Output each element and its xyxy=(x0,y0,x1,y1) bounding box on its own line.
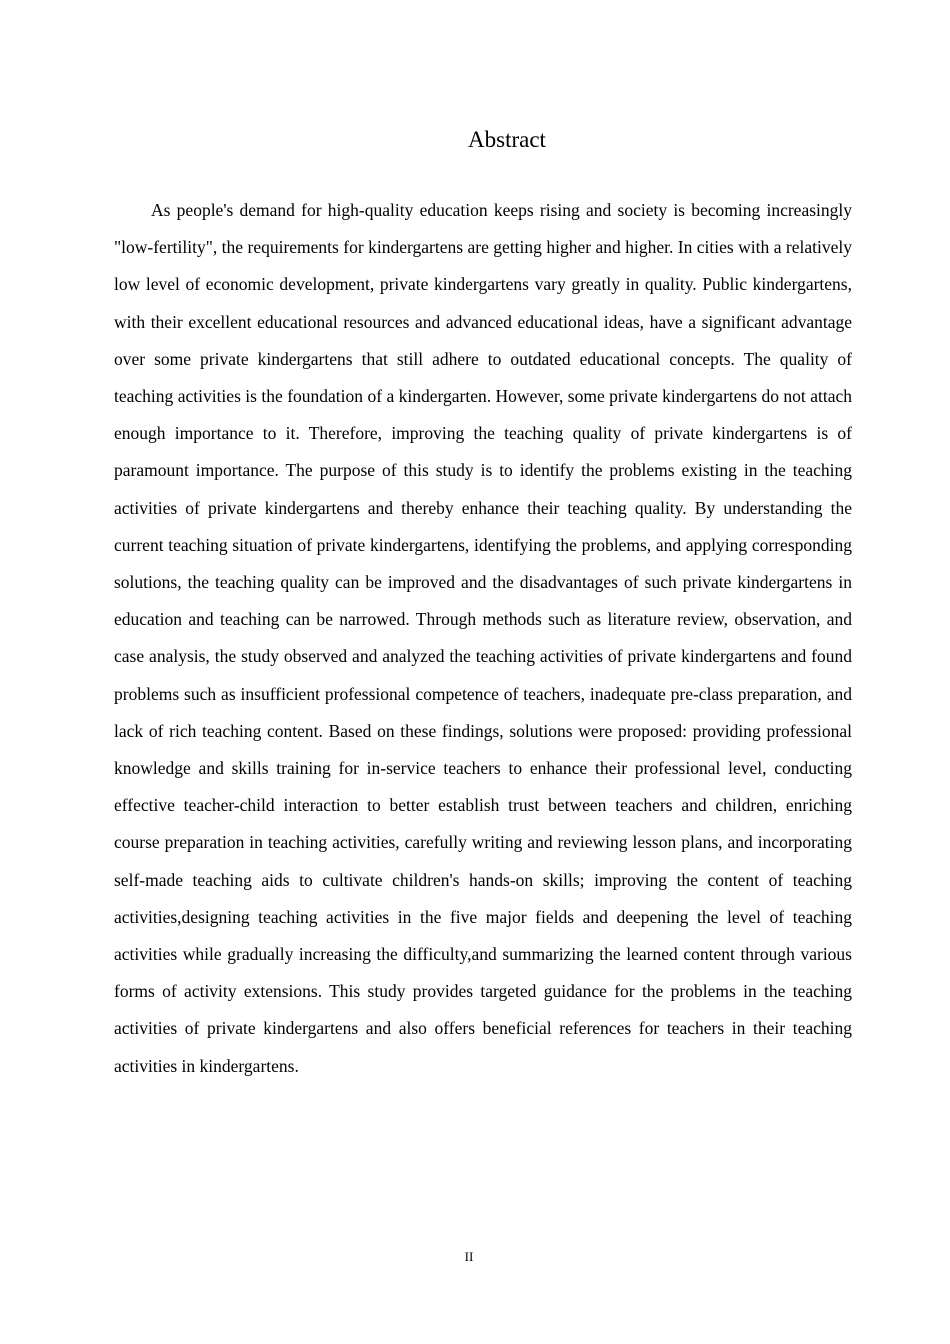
page-number: II xyxy=(464,1249,474,1264)
abstract-paragraph: As people's demand for high-quality education keeps rising and society is becoming increasingly "low-fertility", the requirements for kindergartens are getting higher and higher. In cities with a relatively low level of economic development, private kindergartens vary greatly in quality. Public kindergartens, with their excellent educational resources and advanced educational ideas, have a significant advantage over some private kindergartens that still adhere to outdated educational concepts. The quality of teaching activities is the foundation of a kindergarten. However, some private kindergartens do not attach enough importance to it. Therefore, improving the teaching quality of private kindergartens is of paramount importance. The purpose of this study is to identify the problems existing in the teaching activities of private kindergartens and thereby enhance their teaching quality. By understanding the current teaching situation of private kindergartens, identifying the problems, and applying corresponding solutions, the teaching quality can be improved and the disadvantages of such private kindergartens in education and teaching can be narrowed. Through methods such as literature review, observation, and case analysis, the study observed and analyzed the teaching activities of private kindergartens and found problems such as insufficient professional competence of teachers, inadequate pre-class preparation, and lack of rich teaching content. Based on these findings, solutions were proposed: providing professional knowledge and skills training for in-service teachers to enhance their professional level, conducting effective teacher-child interaction to better establish trust between teachers and children, enriching course preparation in teaching activities, carefully writing and reviewing lesson plans, and incorporating self-made teaching aids to cultivate children's hands-on skills; improving the content of teaching activities,designing teaching activities in the five major fields and deepening the level of teaching activities while gradually increasing the difficulty,and summarizing the learned content through various forms of activity extensions. This study provides targeted guidance for the problems in the teaching activities of private kindergartens and also offers beneficial references for teachers in their teaching activities in kindergartens. xyxy=(114,200,852,1076)
abstract-title: Abstract xyxy=(468,127,546,152)
